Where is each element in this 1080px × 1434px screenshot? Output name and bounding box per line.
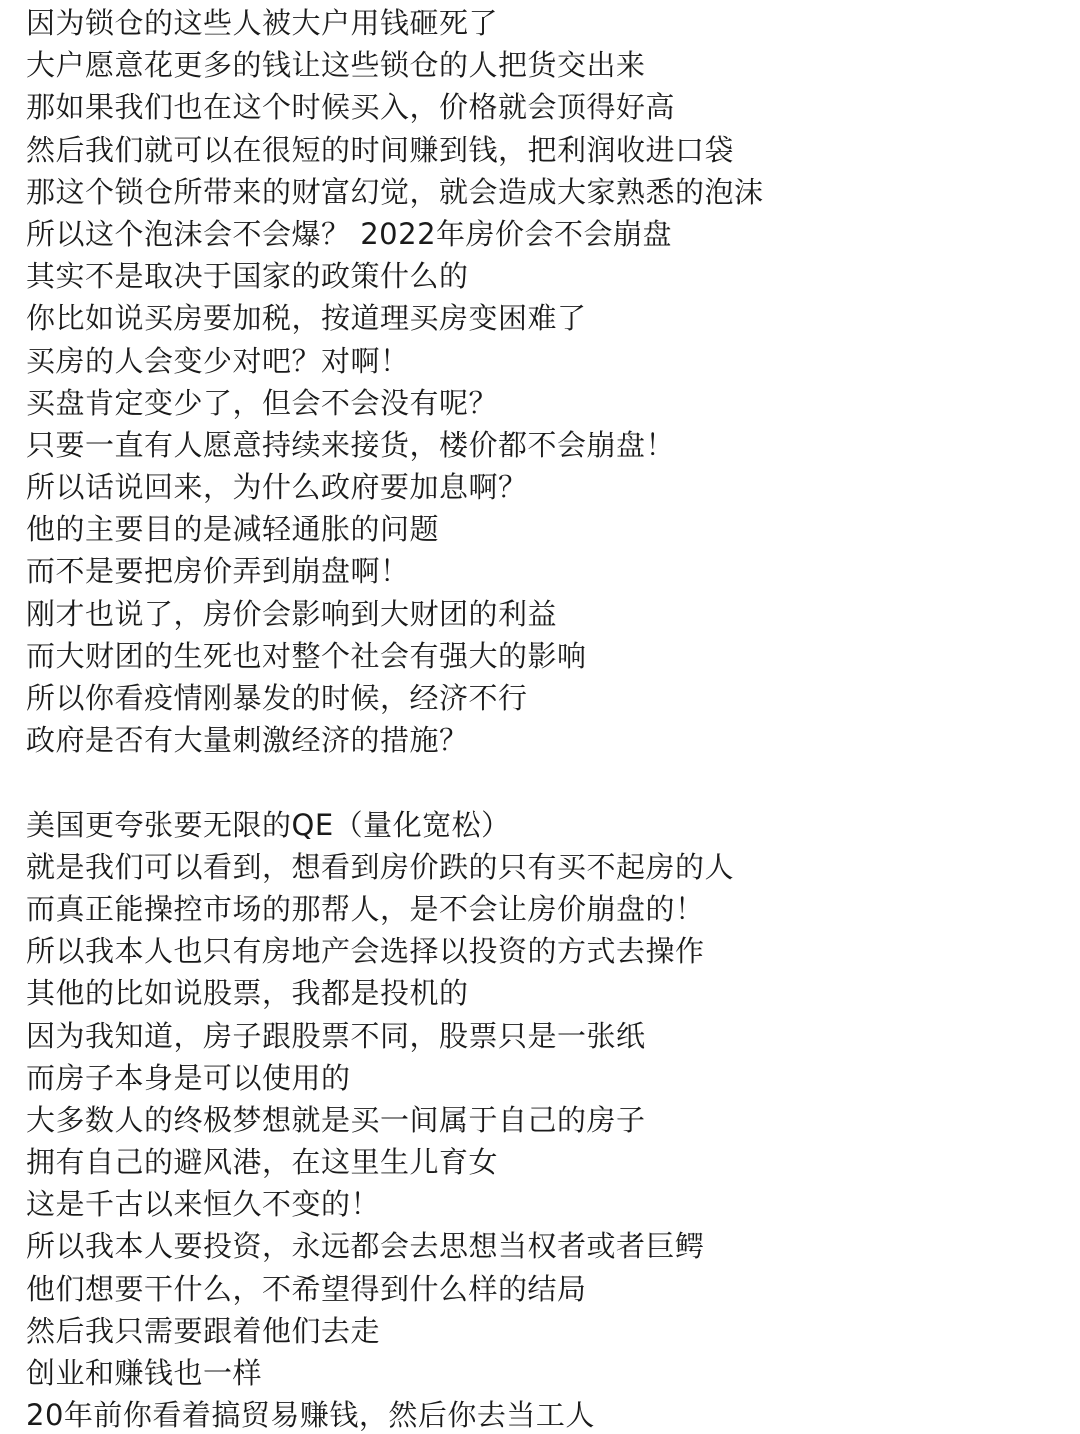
text-line: 你比如说买房要加税，按道理买房变困难了: [26, 301, 587, 336]
text-line: 所以我本人也只有房地产会选择以投资的方式去操作: [26, 934, 705, 969]
text-line: 所以你看疫情刚暴发的时候，经济不行: [26, 681, 528, 715]
text-line: 买盘肯定变少了，但会不会没有呢？: [26, 385, 499, 420]
text-line: 其实不是取决于国家的政策什么的: [26, 259, 469, 294]
text-line: 所以我本人要投资，永远都会去思想当权者或者巨鳄: [26, 1229, 705, 1264]
text-line: 他们想要干什么，不希望得到什么样的结局: [26, 1271, 587, 1306]
text-line: 他的主要目的是减轻通胀的问题: [26, 512, 440, 547]
text-line: 政府是否有大量刺激经济的措施？: [26, 723, 469, 758]
text-line: 而真正能操控市场的那帮人，是不会让房价崩盘的！: [26, 891, 705, 926]
text-line: 所以话说回来，为什么政府要加息啊？: [26, 470, 528, 505]
text-line: 而房子本身是可以使用的: [26, 1060, 351, 1095]
text-line: 拥有自己的避风港，在这里生儿育女: [26, 1145, 499, 1180]
text-line: 买房的人会变少对吧？对啊！: [26, 343, 410, 378]
text-line: 然后我只需要跟着他们去走: [26, 1313, 381, 1348]
text-line: 那如果我们也在这个时候买入，价格就会顶得好高: [26, 90, 676, 125]
text-line: 就是我们可以看到，想看到房价跌的只有买不起房的人: [26, 849, 735, 884]
post-text-body: [26, 2, 1080, 1434]
text-line: 那这个锁仓所带来的财富幻觉，就会造成大家熟悉的泡沫: [26, 174, 764, 209]
text-line: 而不是要把房价弄到崩盘啊！: [26, 554, 410, 589]
text-line: 大多数人的终极梦想就是买一间属于自己的房子: [26, 1102, 646, 1137]
text-line: 因为我知道，房子跟股票不同，股票只是一张纸: [26, 1018, 646, 1053]
text-line: 所以这个泡沫会不会爆？ 2022年房价会不会崩盘: [26, 216, 673, 251]
text-line: 其他的比如说股票，我都是投机的: [26, 976, 469, 1011]
text-line: 刚才也说了，房价会影响到大财团的利益: [26, 596, 558, 631]
text-line: 只要一直有人愿意持续来接货，楼价都不会崩盘！: [26, 427, 676, 462]
text-line: 而大财团的生死也对整个社会有强大的影响: [26, 638, 587, 673]
text-line: 创业和赚钱也一样: [26, 1356, 263, 1390]
text-line: 然后我们就可以在很短的时间赚到钱，把利润收进口袋: [26, 132, 735, 167]
paragraph-break: [26, 761, 1080, 803]
text-line: 美国更夸张要无限的QE（量化宽松）: [26, 807, 511, 842]
text-line: 因为锁仓的这些人被大户用钱砸死了: [26, 6, 499, 40]
text-line: 这是千古以来恒久不变的！: [26, 1187, 381, 1222]
text-line: 20年前你看着搞贸易赚钱，然后你去当工人: [26, 1398, 595, 1433]
text-line: 大户愿意花更多的钱让这些锁仓的人把货交出来: [26, 48, 646, 83]
